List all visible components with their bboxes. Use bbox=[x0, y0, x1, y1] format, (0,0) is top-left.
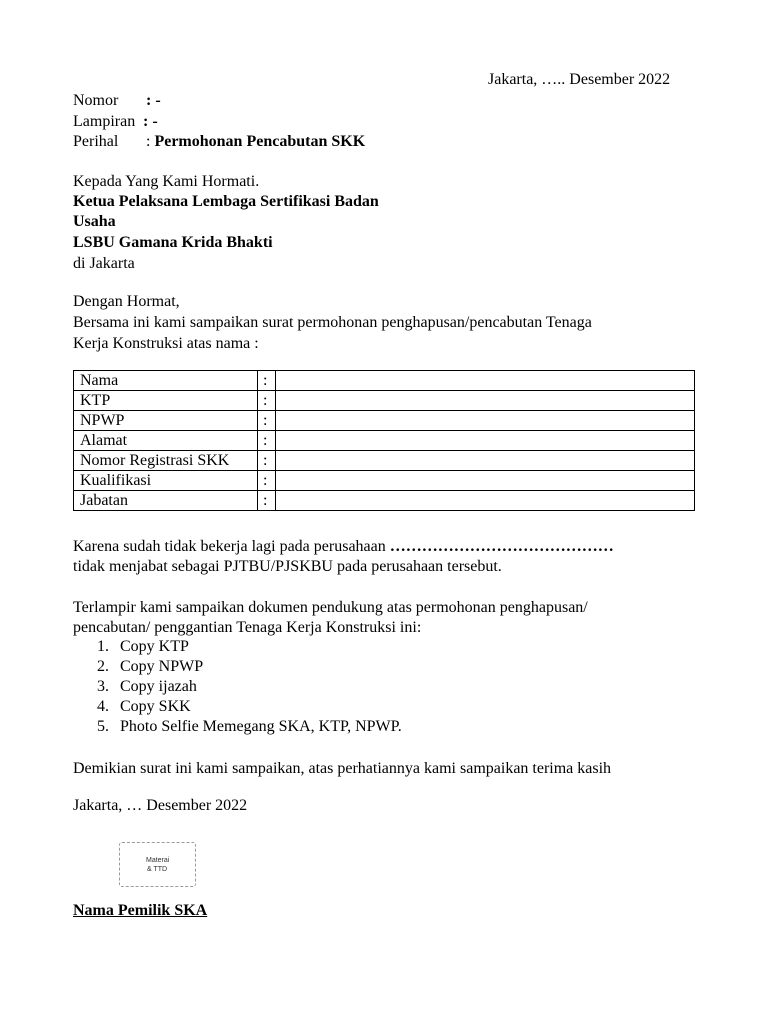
signer-name: Nama Pemilik SKA bbox=[73, 902, 208, 919]
list-item-number: 2. bbox=[97, 658, 109, 675]
recipient-line2: Usaha bbox=[73, 213, 116, 230]
meta-perihal-value: Permohonan Pencabutan SKK bbox=[154, 133, 366, 150]
field-colon: : bbox=[258, 491, 276, 511]
field-label: Nomor Registrasi SKK bbox=[74, 451, 258, 471]
stamp-label-line1: Materai bbox=[146, 857, 170, 864]
field-label: Nama bbox=[74, 371, 258, 391]
field-value bbox=[276, 471, 695, 491]
reason-line1 bbox=[73, 537, 614, 557]
field-value bbox=[276, 411, 695, 431]
list-item-number: 5. bbox=[97, 718, 109, 735]
stamp-signature-box bbox=[119, 842, 196, 887]
recipient-line4: di Jakarta bbox=[73, 255, 135, 272]
meta-perihal-row bbox=[73, 132, 365, 152]
field-label: KTP bbox=[74, 391, 258, 411]
company-blank: …………………………………… bbox=[389, 538, 614, 555]
opening-line2: Kerja Konstruksi atas nama : bbox=[73, 335, 259, 352]
attachments-list bbox=[97, 637, 402, 737]
meta-perihal-label: Perihal bbox=[73, 133, 119, 150]
closing-text: Demikian surat ini kami sampaikan, atas perhatiannya kami sampaikan terima kasih bbox=[73, 760, 612, 777]
reason-text: Karena sudah tidak bekerja lagi pada perusahaan bbox=[73, 538, 390, 555]
table-row bbox=[74, 391, 695, 411]
meta-lampiran-label: Lampiran bbox=[73, 113, 136, 130]
field-value bbox=[276, 451, 695, 471]
field-value bbox=[276, 371, 695, 391]
list-item-text: Copy NPWP bbox=[120, 658, 204, 675]
list-item-text: Copy KTP bbox=[120, 638, 189, 655]
list-item bbox=[97, 717, 402, 737]
meta-lampiran-row bbox=[73, 112, 158, 132]
recipient-line3: LSBU Gamana Krida Bhakti bbox=[73, 234, 273, 251]
recipient-greeting: Kepada Yang Kami Hormati. bbox=[73, 173, 260, 190]
list-item bbox=[97, 677, 402, 697]
meta-nomor-row bbox=[73, 91, 161, 111]
field-colon: : bbox=[258, 471, 276, 491]
attachments-intro1: Terlampir kami sampaikan dokumen pendukung atas permohonan penghapusan/ bbox=[73, 599, 588, 616]
meta-nomor-value: : - bbox=[146, 92, 161, 109]
field-label: NPWP bbox=[74, 411, 258, 431]
list-item-number: 1. bbox=[97, 638, 109, 655]
list-item-text: Copy SKK bbox=[120, 698, 191, 715]
recipient-line1: Ketua Pelaksana Lembaga Sertifikasi Badan bbox=[73, 193, 379, 210]
stamp-label-line2: & TTD bbox=[147, 866, 168, 873]
field-colon: : bbox=[258, 371, 276, 391]
table-row bbox=[74, 491, 695, 511]
field-label: Alamat bbox=[74, 431, 258, 451]
list-item-number: 4. bbox=[97, 698, 109, 715]
reason-line2: tidak menjabat sebagai PJTBU/PJSKBU pada perusahaan tersebut. bbox=[73, 558, 502, 575]
header-place-date: Jakarta, ….. Desember 2022 bbox=[488, 71, 671, 88]
field-colon: : bbox=[258, 391, 276, 411]
table-row bbox=[74, 431, 695, 451]
table-row bbox=[74, 411, 695, 431]
list-item bbox=[97, 697, 402, 717]
closing-place-date: Jakarta, … Desember 2022 bbox=[73, 797, 248, 814]
field-value bbox=[276, 431, 695, 451]
identity-table bbox=[73, 370, 695, 511]
meta-nomor-label: Nomor bbox=[73, 92, 119, 109]
field-colon: : bbox=[258, 411, 276, 431]
field-colon: : bbox=[258, 431, 276, 451]
field-colon: : bbox=[258, 451, 276, 471]
field-value bbox=[276, 491, 695, 511]
list-item-number: 3. bbox=[97, 678, 109, 695]
table-row bbox=[74, 471, 695, 491]
opening-line1: Bersama ini kami sampaikan surat permohonan penghapusan/pencabutan Tenaga bbox=[73, 314, 592, 331]
list-item-text: Photo Selfie Memegang SKA, KTP, NPWP. bbox=[120, 718, 402, 735]
meta-perihal-colon: : bbox=[146, 133, 151, 150]
table-row bbox=[74, 371, 695, 391]
list-item-text: Copy ijazah bbox=[120, 678, 197, 695]
field-value bbox=[276, 391, 695, 411]
meta-lampiran-value: : - bbox=[143, 113, 158, 130]
list-item bbox=[97, 657, 402, 677]
attachments-intro2: pencabutan/ penggantian Tenaga Kerja Konstruksi ini: bbox=[73, 619, 422, 636]
table-row bbox=[74, 451, 695, 471]
field-label: Jabatan bbox=[74, 491, 258, 511]
field-label: Kualifikasi bbox=[74, 471, 258, 491]
list-item bbox=[97, 637, 402, 657]
opening-salutation: Dengan Hormat, bbox=[73, 293, 180, 310]
